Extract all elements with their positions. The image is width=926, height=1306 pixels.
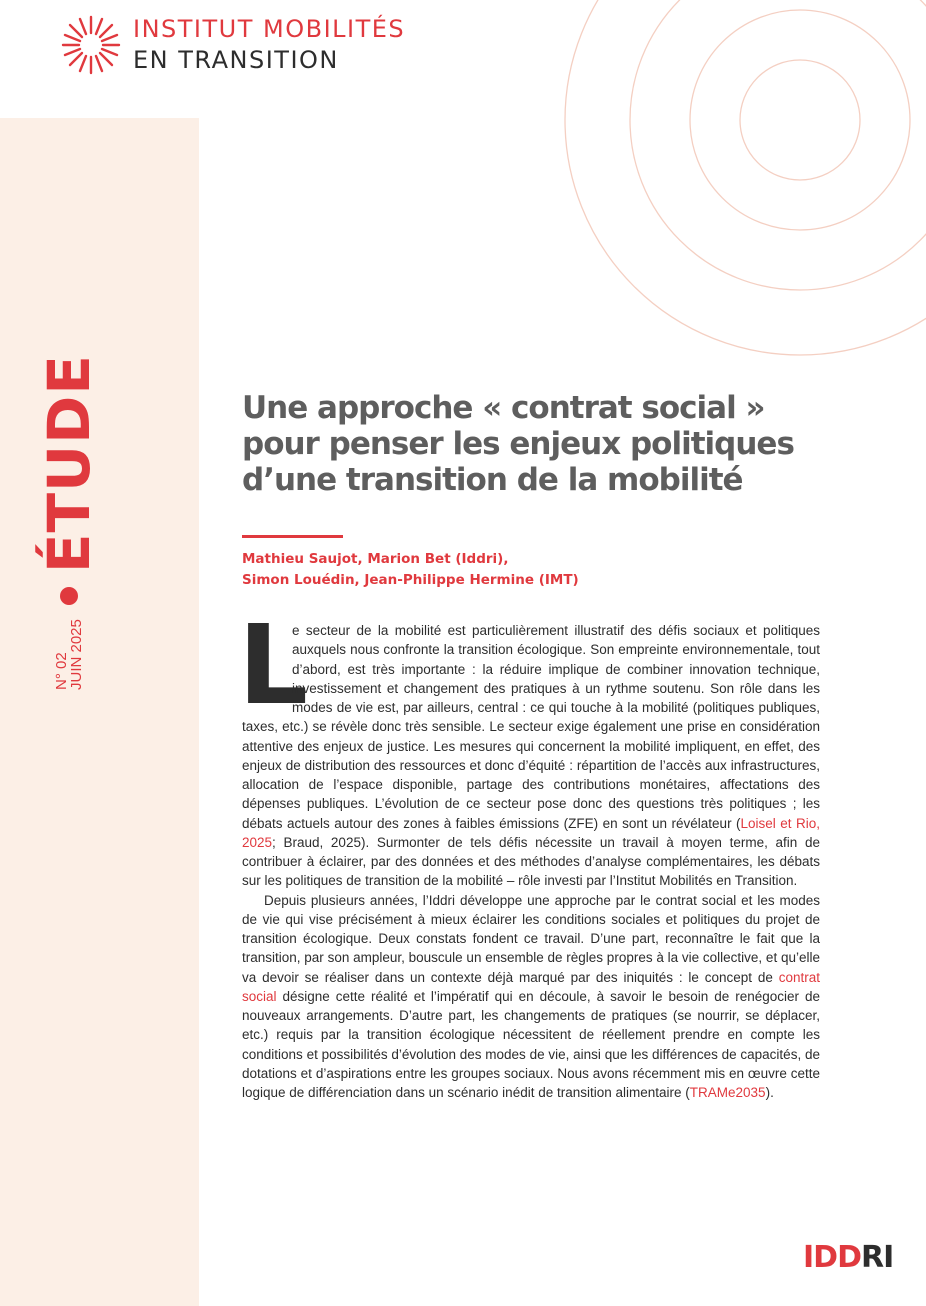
iddri-logo: [803, 1240, 894, 1275]
paragraph-1-text-a: e secteur de la mobilité est particulièrement illustratif des défis sociaux et politiques auxquels nous confronte la transition écologique. Son empreinte environnementale, tout d’abord, est très importante : la réduire implique de combiner innovation technique, investissement et changement des pratiques à un rythme soutenu. Son rôle dans les modes de vie est, par ailleurs, central : ce qui touche à la mobilité (politiques publiques, taxes, etc.) se révèle donc très sensible. Le secteur exige également une prise en considération attentive des enjeux de justice. Les mesures qui concernent la mobilité impliquent, en effet, des enjeux de distribution des ressources et donc d’équité : répartition de l’accès aux infrastructures, allocation de l’espace disponible, partage des contributions monétaires, affectations des dépenses publiques. L’évolution de ce secteur pose donc des questions très politiques ; les débats actuels autour des zones à faibles émissions (ZFE) en sont un révélateur (: [242, 623, 820, 831]
paragraph-1-text-b: ; Braud, 2025). Surmonter de tels défis nécessite un travail à moyen terme, afin de contribuer à éclairer, par des données et des méthodes d’analyse complémentaires, les débats sur les politiques de transition de la mobilité – rôle investi par l’Institut Mobilités en Transition.: [242, 834, 820, 889]
org-name-line2: EN TRANSITION: [133, 46, 339, 74]
reference-link-loisel-rio[interactable]: Loisel et Rio, 2025: [242, 815, 820, 850]
paragraph-1: [238, 601, 820, 891]
decorative-concentric-circles: [560, 0, 926, 380]
title-line: d’une transition de la mobilité: [242, 462, 743, 498]
contrat-social-link[interactable]: contrat social: [242, 969, 820, 1004]
paragraph-2: [242, 891, 820, 1103]
sidebar-panel: [0, 118, 199, 1306]
article-title: [242, 390, 842, 498]
iddri-logo-red: IDD: [803, 1240, 861, 1275]
issue-number: N° 02: [53, 652, 70, 690]
iddri-logo-dark: RI: [860, 1240, 894, 1275]
title-divider: [242, 535, 343, 538]
sidebar-vertical-label: [35, 354, 103, 690]
paragraph-2-text-c: ).: [765, 1085, 774, 1100]
author-line: Simon Louédin, Jean-Philippe Hermine (IMT): [242, 572, 579, 588]
sunburst-logo-icon: [60, 14, 122, 76]
paragraph-2-text-a: Depuis plusieurs années, l’Iddri développe une approche par le contrat social et les modes de vie qui vise précisément à mieux éclairer les conditions sociales et politiques du projet de transition écologique. Deux constats fondent ce travail. D’une part, reconnaître le fait que la transition, par son ampleur, bouscule un ensemble de règles propres à la vie collective, et qu’elle va devoir se réaliser dans un contexte déjà marqué par des iniquités : le concept de: [242, 892, 820, 985]
bullet-dot-icon: [60, 587, 78, 605]
title-line: pour penser les enjeux politiques: [242, 426, 794, 462]
author-list: [242, 549, 579, 591]
issue-date: JUIN 2025: [68, 619, 85, 690]
issue-info: [54, 619, 84, 690]
org-logo-text: [133, 14, 405, 76]
article-body: [238, 601, 820, 1102]
trame2035-link[interactable]: TRAMe2035: [689, 1085, 766, 1100]
org-name-line1: INSTITUT MOBILITÉS: [133, 15, 406, 43]
author-line: Mathieu Saujot, Marion Bet (Iddri),: [242, 551, 509, 567]
document-type-label: ÉTUDE: [35, 354, 103, 574]
title-line: Une approche « contrat social »: [242, 390, 765, 426]
paragraph-2-text-b: désigne cette réalité et l’impératif qui en découle, à savoir le besoin de renégocier de nouveaux arrangements. D’autre part, les changements de pratiques (se nourrir, se déplacer, etc.) requis par la transition écologique nécessitent de réellement prendre en compte les conditions et possibilités d’évolution des modes de vie, ainsi que les différences de capacités, de dotations et d’aspirations entre les groupes sociaux. Nous avons récemment mis en œuvre cette logique de différenciation dans un scénario inédit de transition alimentaire (: [242, 988, 820, 1100]
drop-cap: L: [238, 601, 309, 729]
